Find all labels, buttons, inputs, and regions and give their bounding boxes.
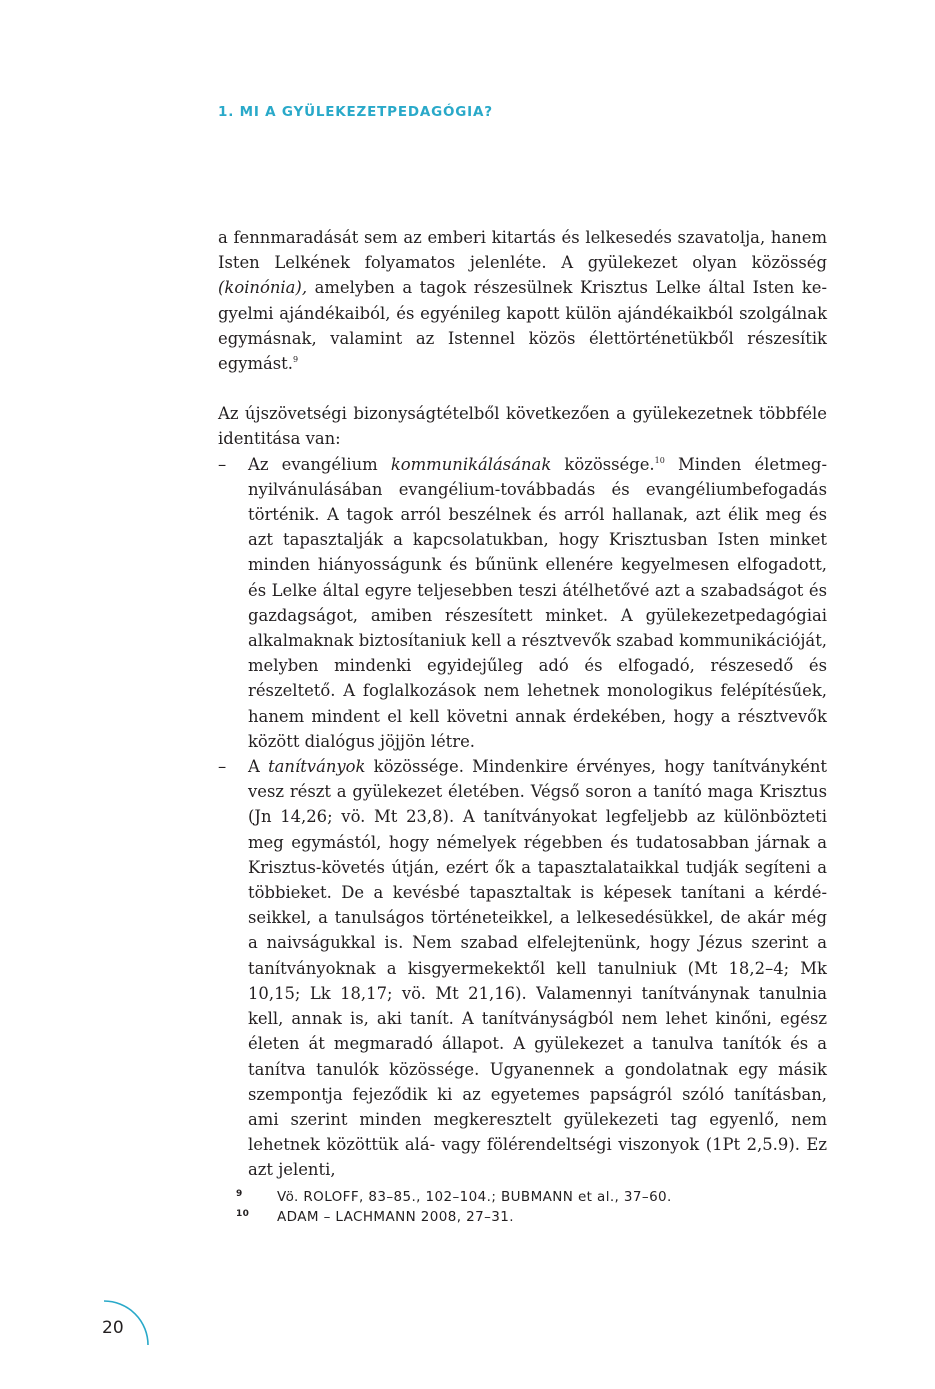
list-dash: – (218, 757, 227, 777)
footnote-ref-10[interactable]: 10 (654, 455, 665, 465)
item2-pre: A (248, 757, 269, 777)
item1-mid: közössége. (551, 454, 655, 474)
footnote-ref-9[interactable]: 9 (292, 355, 299, 365)
paragraph-identity: Az újszövetségi bizonyságtételből következően a gyülekezetnek többféle identitása van: (218, 404, 827, 449)
footnote-9 (236, 1187, 836, 1207)
paragraph-continuation (218, 225, 827, 376)
item1-italic: kommunikálásának (390, 454, 552, 474)
paragraph1-part2: amelyben a tagok részesülnek Krisztus Lelke által Isten kegyelmi ajándékaiból, és egyénileg kapott külön ajándékaikból szolgálnak egymásnak, valamint az Istennel közös élettörténetükből részesítik egymást. (218, 278, 827, 374)
list-dash: – (218, 454, 227, 474)
paragraph1-italic: (koinónia), (218, 278, 308, 298)
chapter-header: 1. MI A GYÜLEKEZETPEDAGÓGIA? (218, 104, 493, 120)
page-number: 20 (102, 1318, 124, 1338)
item2-post: közössége. Mindenkire érvényes, hogy tanítványként vesz részt a gyülekezet életében. Végső soron a tanító maga Krisztus (Jn 14,26; vö. Mt 23,8). A tanítványokat legfeljebb az különbözteti meg egymástól, hogy némelyek régebben és tudatosabban járnak a Krisztus-követés útján, ezért ők a tapasztalataikkal tudják segíteni a többieket. De a kevésbé tapasztaltak is képesek tanítani a kérdéseikkel, a tanulságos történeteikkel, a lelkesedésükkel, de akár még a naivságukkal is. Nem szabad elfelejtenünk, hogy Jézus szerint a tanítványoknak a kisgyermekektől kell tanulniuk (Mt 18,2–4; Mk 10,15; Lk 18,17; vö. Mt 21,16). Valamennyi tanítványnak tanulnia kell, annak is, aki tanít. A tanítványságból nem lehet kinőni, egész életen át megmaradó állapot. A gyülekezet a tanulva tanítók és a tanítva tanulók közössége. Ugyanennek a gondolatnak egy másik szempontja fejeződik ki az egyetemes papságról szóló tanításban, ami szerint minden megkeresztelt gyülekezeti tag egyenlő, nem lehetnek közöttük alá- vagy fölérendeltségi viszonyok (1Pt 2,5.9). Ez azt jelenti, (248, 757, 827, 1180)
paragraph1-part1: a fennmaradását sem az emberi kitartás és lelkesedés szavatolja, hanem Isten Lelkének folyamatos jelenléte. A gyülekezet olyan közösség (218, 228, 827, 273)
item1-pre: Az evangélium (248, 454, 391, 474)
identity-list (218, 452, 827, 1183)
item1-post: Minden életmegnyilvánulásában evangélium-továbbadás és evangéliumbefogadás történik. A tagok arról beszélnek és arról hallanak, azt élik meg és azt tapasztalják a kapcsolatukban, hogy Krisztusban Isten minket minden hiányosságunk és bűnünk ellenére kegyelmesen elfogadott, és Lelke által egyre teljesebben teszi átélhetővé azt a szabadságot és gazdagságot, amiben részesített minket. A gyülekezetpedagógiai alkalmaknak biztosítaniuk kell a résztvevők szabad kommunikációját, melyben mindenki egyidejűleg adó és elfogadó, részesedő és részeltető. A foglalkozások nem lehetnek monologikus felépítésűek, hanem mindent el kell követni annak érdekében, hogy a résztvevők között dialógus jöjjön létre. (248, 454, 827, 751)
footnote-10 (236, 1207, 836, 1227)
footnote-number: 10 (236, 1209, 250, 1219)
footnote-text: Vö. ROLOFF, 83–85., 102–104.; BUBMANN et al., 37–60. (277, 1189, 672, 1205)
list-item (218, 754, 827, 1182)
item2-italic: tanítványok (268, 757, 366, 777)
main-text (218, 225, 827, 1183)
list-item (218, 452, 827, 754)
footnote-text: ADAM – LACHMANN 2008, 27–31. (277, 1209, 514, 1225)
footnote-number: 9 (236, 1189, 243, 1199)
footnotes (236, 1187, 836, 1227)
